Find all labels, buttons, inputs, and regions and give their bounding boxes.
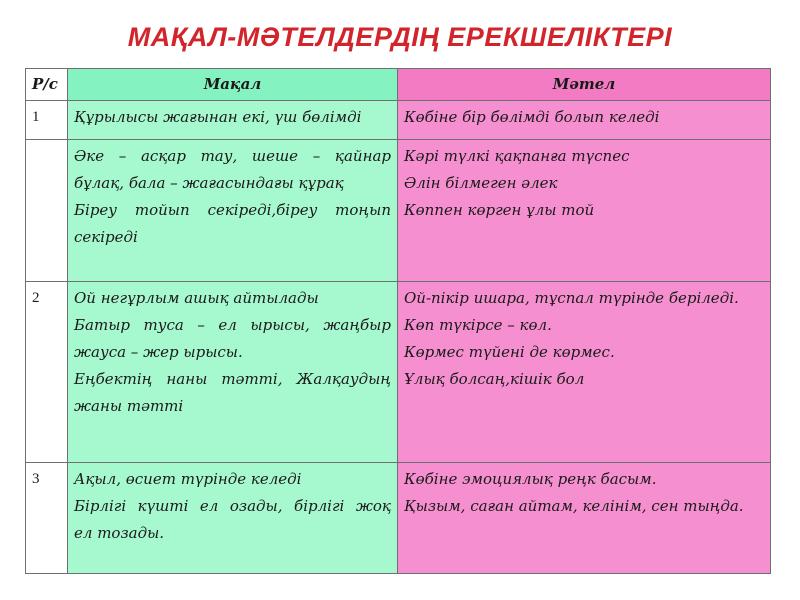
cell-text-line: Ұлық болсаң,кішік бол (404, 370, 585, 388)
matel-cell (398, 101, 771, 140)
cell-text-line: Әлін білмеген әлек (404, 174, 558, 192)
row-number (26, 140, 68, 282)
cell-text-line: Құрылысы жағынан екі, үш бөлімді (74, 108, 362, 126)
cell-text-line: Бірлігі күшті ел озады, бірлігі жоқ (74, 497, 391, 515)
matel-cell (398, 282, 771, 463)
cell-text-line: Көбіне бір бөлімді болып келеді (404, 108, 660, 126)
cell-text-line: Ақыл, өсиет түрінде келеді (74, 470, 302, 488)
cell-text-line: Ой негұрлым ашық айтылады (74, 289, 319, 307)
cell-text-line: Әке – асқар тау, шеше – қайнар (74, 147, 391, 165)
header-matel: Мәтел (398, 69, 771, 101)
comparison-table (25, 68, 771, 574)
cell-text-line: Көп түкірсе – көл. (404, 316, 552, 334)
cell-text-line: ел тозады. (74, 524, 165, 542)
table-row (26, 101, 771, 140)
row-number: 3 (26, 463, 68, 574)
header-maqal: Мақал (68, 69, 398, 101)
matel-cell (398, 140, 771, 282)
cell-text-line: Ой-пікір ишара, тұспал түрінде беріледі. (404, 289, 739, 307)
maqal-cell (68, 140, 398, 282)
cell-text-line: Кәрі түлкі қақпанға түспес (404, 147, 630, 165)
table-row (26, 463, 771, 574)
header-row (26, 69, 771, 101)
table-row (26, 140, 771, 282)
cell-text-line: Көппен көрген ұлы той (404, 201, 595, 219)
maqal-cell (68, 282, 398, 463)
table-row (26, 282, 771, 463)
cell-text-line: секіреді (74, 228, 138, 246)
matel-cell (398, 463, 771, 574)
maqal-cell (68, 463, 398, 574)
cell-text-line: Біреу тойып секіреді,біреу тоңып (74, 201, 391, 219)
cell-text-line: бұлақ, бала – жағасындағы құрақ (74, 174, 344, 192)
cell-text-line: жаны тәтті (74, 397, 184, 415)
page-title: МАҚАЛ-МӘТЕЛДЕРДІҢ ЕРЕКШЕЛІКТЕРІ (127, 22, 673, 52)
cell-text-line: Батыр туса – ел ырысы, жаңбыр (74, 316, 391, 334)
maqal-cell (68, 101, 398, 140)
row-number: 2 (26, 282, 68, 463)
cell-text-line: Көрмес түйені де көрмес. (404, 343, 615, 361)
cell-text-line: Еңбектің наны тәтті, Жалқаудың (74, 370, 391, 388)
cell-text-line: Қызым, саған айтам, келінім, сен тыңда. (404, 497, 744, 515)
header-num: Р/с (26, 69, 68, 101)
cell-text-line: жауса – жер ырысы. (74, 343, 243, 361)
cell-text-line: Көбіне эмоциялық реңк басым. (404, 470, 657, 488)
row-number: 1 (26, 101, 68, 140)
